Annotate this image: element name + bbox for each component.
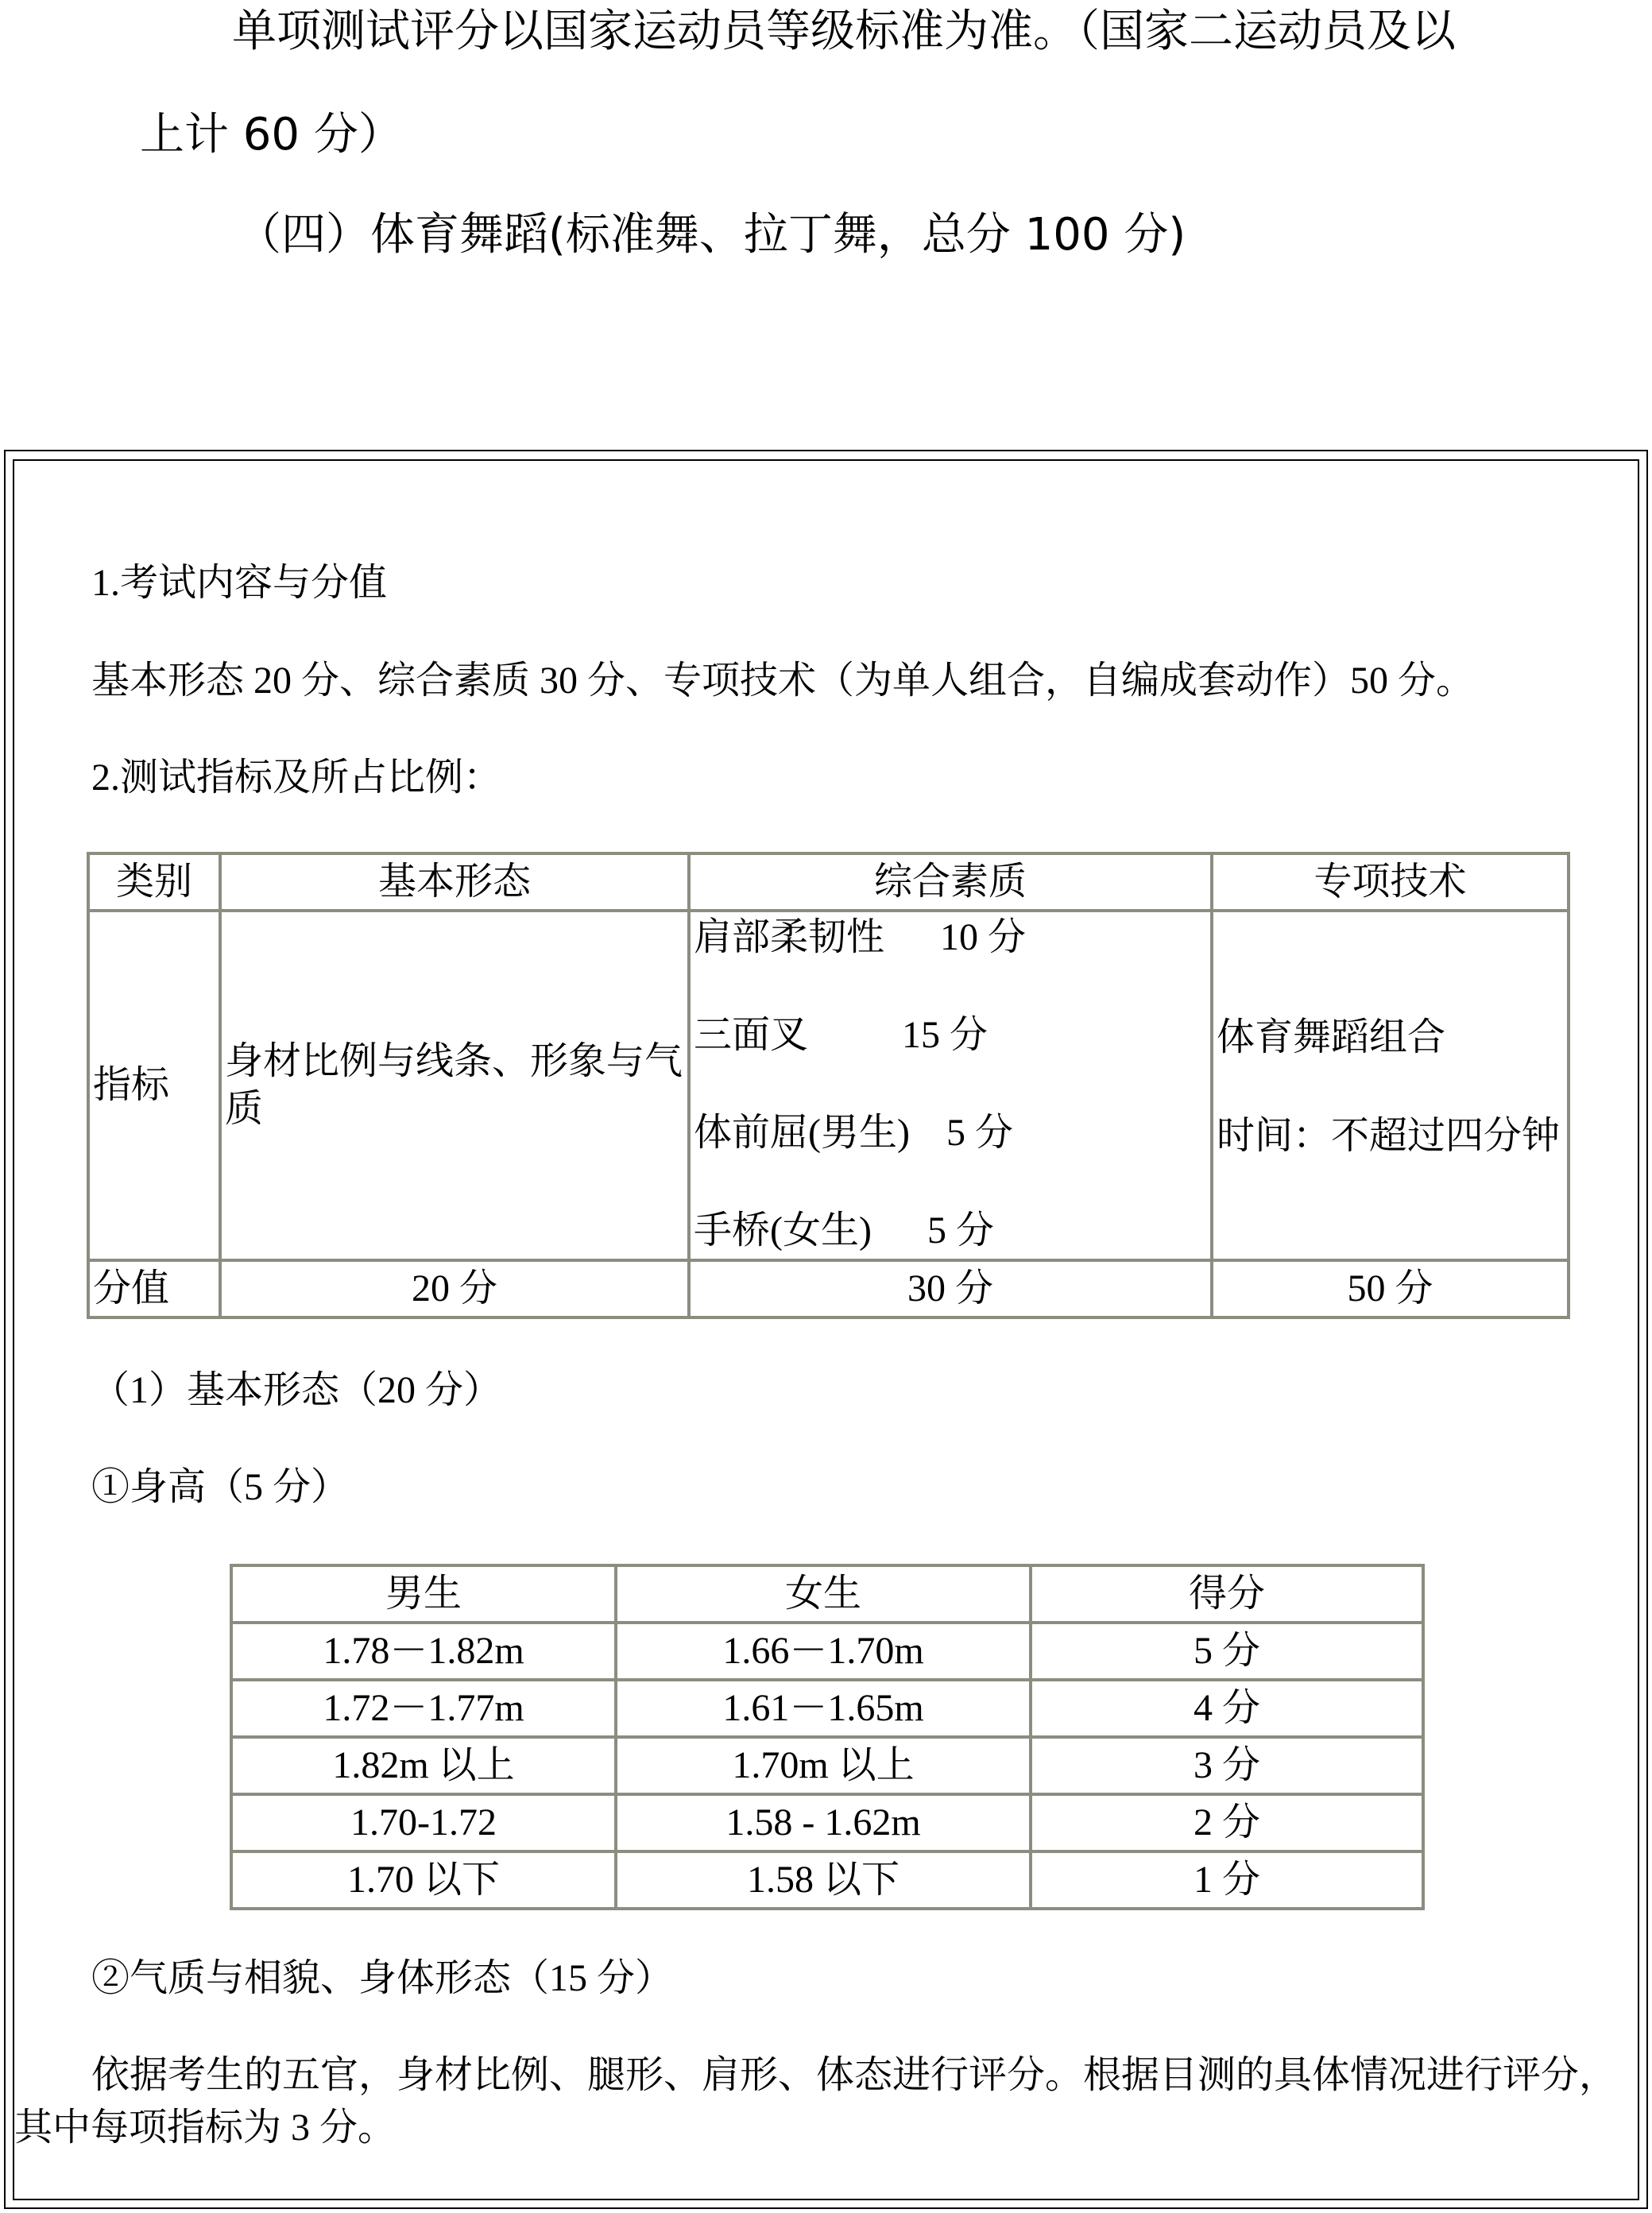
male-height: 1.82m 以上 <box>231 1737 616 1794</box>
quality-item-name: 体前屈(男生) <box>694 1112 910 1154</box>
quality-item <box>694 1108 1210 1205</box>
table-row-indicators <box>88 911 1569 1260</box>
quality-item-name: 手桥(女生) <box>694 1209 872 1252</box>
indicator-table <box>87 852 1570 1319</box>
intro-line-2: 上计 60 分） <box>140 109 403 161</box>
quality-item-name: 肩部柔韧性 <box>694 916 885 958</box>
appearance-paragraph-line-1: 依据考生的五官，身材比例、腿形、肩形、体态进行评分。根据目测的具体情况进行评分， <box>91 2054 1618 2096</box>
height-score: 3 分 <box>1031 1737 1423 1794</box>
header-male: 男生 <box>231 1565 616 1623</box>
appearance-paragraph-line-2: 其中每项指标为 3 分。 <box>14 2107 397 2149</box>
table-header-row <box>231 1565 1423 1623</box>
quality-item-score: 5 分 <box>946 1112 1013 1154</box>
header-basic-form: 基本形态 <box>220 853 689 911</box>
male-height: 1.72－1.77m <box>231 1680 616 1737</box>
score-quality: 30 分 <box>689 1260 1212 1317</box>
height-score: 4 分 <box>1031 1680 1423 1737</box>
paragraph-exam-scores: 基本形态 20 分、综合素质 30 分、专项技术（为单人组合，自编成套动作）50 分。 <box>91 660 1475 702</box>
height-score-table <box>230 1564 1425 1910</box>
score-skill: 50 分 <box>1212 1260 1569 1317</box>
height-title: ①身高（5 分） <box>91 1466 350 1508</box>
skill-cell <box>1212 911 1569 1260</box>
male-height: 1.70-1.72 <box>231 1794 616 1851</box>
header-skill: 专项技术 <box>1212 853 1569 911</box>
section-title: （四）体育舞蹈(标准舞、拉丁舞，总分 100 分) <box>237 209 1186 261</box>
height-score: 5 分 <box>1031 1623 1423 1680</box>
heading-exam-content: 1.考试内容与分值 <box>91 562 388 604</box>
female-height: 1.66－1.70m <box>616 1623 1031 1680</box>
skill-line: 时间：不超过四分钟 <box>1217 1115 1561 1157</box>
quality-item-name: 三面叉 <box>694 1014 809 1056</box>
score-basic: 20 分 <box>220 1260 689 1317</box>
header-female: 女生 <box>616 1565 1031 1623</box>
table-row-scores <box>88 1260 1569 1317</box>
female-height: 1.61－1.65m <box>616 1680 1031 1737</box>
female-height: 1.58 - 1.62m <box>616 1794 1031 1851</box>
row-label-indicator: 指标 <box>88 911 220 1260</box>
quality-item-score: 10 分 <box>940 916 1027 958</box>
height-score: 2 分 <box>1031 1794 1423 1851</box>
quality-item-score: 15 分 <box>902 1014 988 1056</box>
quality-item <box>694 1010 1210 1108</box>
heading-test-indicators: 2.测试指标及所占比例： <box>91 756 502 799</box>
height-score: 1 分 <box>1031 1851 1423 1909</box>
section-basic-form-title: （1）基本形态（20 分） <box>91 1369 502 1411</box>
table-row <box>231 1623 1423 1680</box>
male-height: 1.78－1.82m <box>231 1623 616 1680</box>
skill-line: 体育舞蹈组合 <box>1217 1016 1446 1058</box>
female-height: 1.70m 以上 <box>616 1737 1031 1794</box>
appearance-title: ②气质与相貌、身体形态（15 分） <box>91 1957 674 1999</box>
intro-line-1: 单项测试评分以国家运动员等级标准为准。（国家二运动员及以 <box>232 6 1456 57</box>
table-header-row <box>88 853 1569 911</box>
male-height: 1.70 以下 <box>231 1851 616 1909</box>
table-row <box>231 1737 1423 1794</box>
header-quality: 综合素质 <box>689 853 1212 911</box>
row-label-score: 分值 <box>88 1260 220 1317</box>
header-category: 类别 <box>88 853 220 911</box>
table-row <box>231 1680 1423 1737</box>
table-row <box>231 1794 1423 1851</box>
content-frame-inner <box>13 459 1639 2200</box>
quality-item <box>694 1205 1210 1256</box>
quality-items-cell <box>689 911 1212 1260</box>
quality-item <box>694 912 1210 1010</box>
female-height: 1.58 以下 <box>616 1851 1031 1909</box>
basic-form-text: 身材比例与线条、形象与气质 <box>220 911 689 1260</box>
table-row <box>231 1851 1423 1909</box>
header-score: 得分 <box>1031 1565 1423 1623</box>
quality-item-score: 5 分 <box>927 1209 994 1252</box>
